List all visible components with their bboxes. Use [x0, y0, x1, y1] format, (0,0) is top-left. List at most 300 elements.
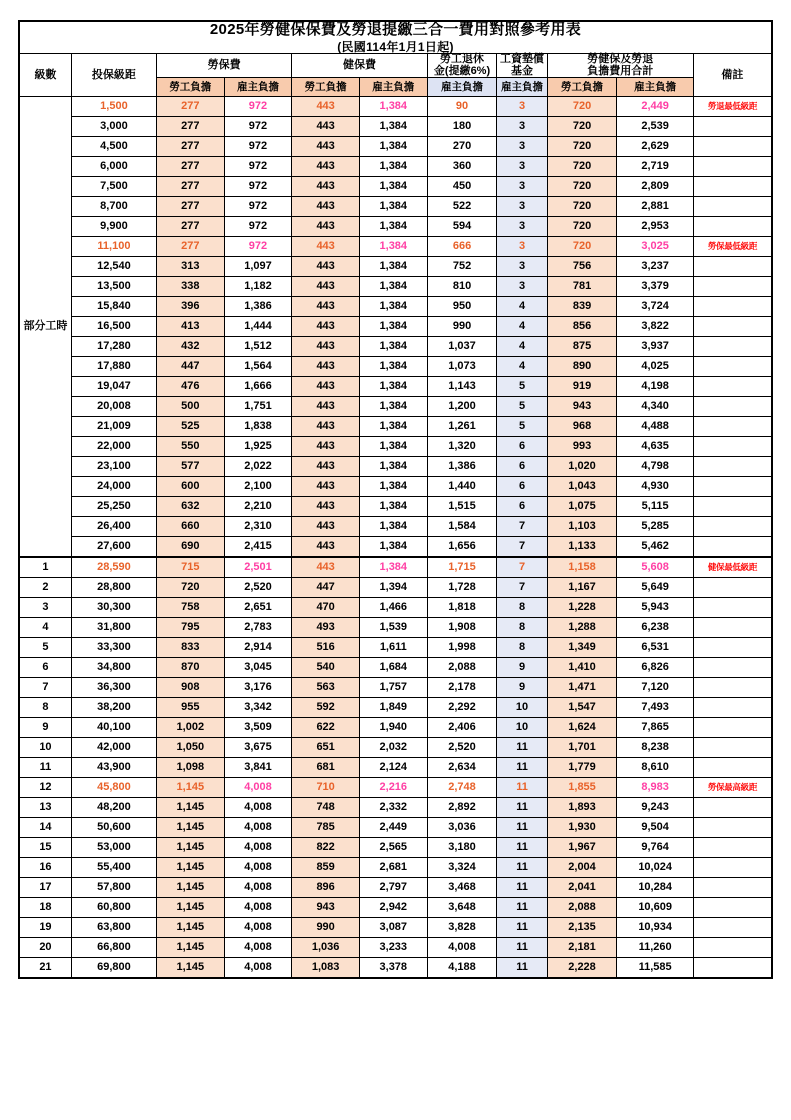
cell-wage-arrears: 3	[497, 137, 547, 157]
table-row	[19, 477, 772, 497]
cell-li-employer: 2,022	[224, 457, 292, 477]
cell-li-employee: 1,145	[156, 878, 224, 898]
cell-wage-arrears: 11	[497, 818, 547, 838]
cell-total-employer: 2,881	[617, 197, 693, 217]
table-row	[19, 938, 772, 958]
cell-pension: 1,320	[427, 437, 497, 457]
cell-grade: 17	[19, 878, 71, 898]
cell-total-employer: 4,488	[617, 417, 693, 437]
table-row	[19, 537, 772, 558]
cell-li-employee: 690	[156, 537, 224, 558]
cell-remark	[693, 297, 772, 317]
cell-pension: 4,008	[427, 938, 497, 958]
cell-bracket: 9,900	[71, 217, 156, 237]
cell-remark	[693, 878, 772, 898]
cell-wage-arrears: 11	[497, 758, 547, 778]
table-row	[19, 217, 772, 237]
cell-hi-employee: 443	[292, 277, 360, 297]
cell-hi-employer: 1,940	[359, 718, 427, 738]
cell-li-employee: 313	[156, 257, 224, 277]
cell-total-employee: 720	[547, 197, 617, 217]
cell-wage-arrears: 6	[497, 437, 547, 457]
cell-total-employee: 1,043	[547, 477, 617, 497]
cell-li-employee: 550	[156, 437, 224, 457]
cell-pension: 180	[427, 117, 497, 137]
cell-wage-arrears: 11	[497, 798, 547, 818]
cell-li-employer: 972	[224, 97, 292, 117]
table-row	[19, 598, 772, 618]
cell-hi-employee: 443	[292, 397, 360, 417]
cell-hi-employee: 443	[292, 497, 360, 517]
cell-hi-employer: 2,032	[359, 738, 427, 758]
cell-hi-employer: 1,384	[359, 557, 427, 578]
cell-pension: 522	[427, 197, 497, 217]
cell-remark	[693, 477, 772, 497]
cell-total-employer: 2,719	[617, 157, 693, 177]
header-hi-employer: 雇主負擔	[359, 78, 427, 97]
cell-hi-employer: 1,384	[359, 97, 427, 117]
cell-pension: 1,818	[427, 598, 497, 618]
table-row	[19, 97, 772, 117]
cell-wage-arrears: 3	[497, 277, 547, 297]
cell-grade: 11	[19, 758, 71, 778]
cell-bracket: 60,800	[71, 898, 156, 918]
document-title	[19, 21, 772, 54]
cell-total-employer: 4,635	[617, 437, 693, 457]
cell-li-employer: 1,564	[224, 357, 292, 377]
cell-remark	[693, 357, 772, 377]
table-row	[19, 377, 772, 397]
cell-pension: 1,998	[427, 638, 497, 658]
table-row	[19, 277, 772, 297]
cell-li-employer: 4,008	[224, 958, 292, 979]
cell-bracket: 40,100	[71, 718, 156, 738]
cell-wage-arrears: 10	[497, 718, 547, 738]
cell-total-employer: 2,809	[617, 177, 693, 197]
cell-hi-employee: 943	[292, 898, 360, 918]
remark-note: 勞保最高級距	[707, 782, 758, 793]
cell-wage-arrears: 7	[497, 537, 547, 558]
cell-wage-arrears: 3	[497, 217, 547, 237]
cell-wage-arrears: 4	[497, 357, 547, 377]
cell-grade: 1	[19, 557, 71, 578]
cell-total-employee: 756	[547, 257, 617, 277]
cell-remark	[693, 517, 772, 537]
cell-grade: 8	[19, 698, 71, 718]
cell-li-employee: 277	[156, 157, 224, 177]
table-row	[19, 357, 772, 377]
cell-li-employer: 2,651	[224, 598, 292, 618]
cell-pension: 990	[427, 317, 497, 337]
table-row	[19, 237, 772, 257]
cell-li-employee: 1,145	[156, 858, 224, 878]
cell-li-employer: 972	[224, 177, 292, 197]
title-line-2: (民國114年1月1日起)	[337, 39, 454, 54]
cell-li-employee: 758	[156, 598, 224, 618]
cell-bracket: 23,100	[71, 457, 156, 477]
table-row	[19, 638, 772, 658]
cell-grade: 18	[19, 898, 71, 918]
cell-li-employee: 277	[156, 117, 224, 137]
cell-remark	[693, 557, 772, 578]
cell-hi-employer: 1,384	[359, 337, 427, 357]
cell-li-employee: 396	[156, 297, 224, 317]
cell-grade: 4	[19, 618, 71, 638]
cell-remark	[693, 618, 772, 638]
cell-total-employee: 856	[547, 317, 617, 337]
cell-hi-employer: 1,384	[359, 497, 427, 517]
cell-hi-employee: 443	[292, 377, 360, 397]
cell-grade: 15	[19, 838, 71, 858]
cell-hi-employee: 447	[292, 578, 360, 598]
header-li-employee: 勞工負擔	[156, 78, 224, 97]
cell-total-employer: 5,462	[617, 537, 693, 558]
cell-pension: 3,648	[427, 898, 497, 918]
cell-total-employee: 2,135	[547, 918, 617, 938]
cell-remark	[693, 157, 772, 177]
cell-bracket: 4,500	[71, 137, 156, 157]
cell-pension: 1,515	[427, 497, 497, 517]
cell-bracket: 69,800	[71, 958, 156, 979]
cell-hi-employer: 1,384	[359, 257, 427, 277]
cell-wage-arrears: 4	[497, 297, 547, 317]
cell-remark	[693, 578, 772, 598]
cell-pension: 1,584	[427, 517, 497, 537]
cell-hi-employee: 443	[292, 457, 360, 477]
table-row	[19, 798, 772, 818]
header-labor-pension-line2: 金(提繳6%)	[433, 64, 491, 77]
cell-total-employer: 2,953	[617, 217, 693, 237]
cell-pension: 1,656	[427, 537, 497, 558]
cell-wage-arrears: 8	[497, 638, 547, 658]
cell-li-employee: 277	[156, 237, 224, 257]
cell-total-employer: 5,285	[617, 517, 693, 537]
cell-remark	[693, 818, 772, 838]
cell-li-employee: 1,002	[156, 718, 224, 738]
cell-bracket: 48,200	[71, 798, 156, 818]
cell-bracket: 45,800	[71, 778, 156, 798]
cell-li-employer: 1,751	[224, 397, 292, 417]
cell-hi-employer: 1,384	[359, 197, 427, 217]
cell-hi-employee: 443	[292, 537, 360, 558]
cell-grade: 13	[19, 798, 71, 818]
cell-li-employee: 1,145	[156, 838, 224, 858]
cell-pension: 360	[427, 157, 497, 177]
cell-bracket: 24,000	[71, 477, 156, 497]
cell-remark	[693, 317, 772, 337]
cell-total-employee: 1,930	[547, 818, 617, 838]
cell-li-employee: 1,098	[156, 758, 224, 778]
cell-hi-employee: 563	[292, 678, 360, 698]
cell-li-employer: 4,008	[224, 858, 292, 878]
cell-pension: 2,178	[427, 678, 497, 698]
cell-bracket: 57,800	[71, 878, 156, 898]
cell-total-employee: 2,004	[547, 858, 617, 878]
cell-pension: 1,261	[427, 417, 497, 437]
cell-li-employee: 277	[156, 97, 224, 117]
cell-remark	[693, 497, 772, 517]
cell-hi-employer: 1,384	[359, 277, 427, 297]
cell-remark	[693, 377, 772, 397]
cell-total-employee: 720	[547, 117, 617, 137]
cell-li-employer: 972	[224, 217, 292, 237]
cell-remark	[693, 277, 772, 297]
cell-pension: 2,748	[427, 778, 497, 798]
cell-total-employee: 781	[547, 277, 617, 297]
cell-remark	[693, 397, 772, 417]
cell-li-employer: 972	[224, 237, 292, 257]
cell-bracket: 33,300	[71, 638, 156, 658]
cell-li-employer: 972	[224, 157, 292, 177]
cell-li-employer: 2,310	[224, 517, 292, 537]
cell-pension: 3,828	[427, 918, 497, 938]
cell-li-employee: 1,050	[156, 738, 224, 758]
cell-bracket: 12,540	[71, 257, 156, 277]
cell-pension: 1,143	[427, 377, 497, 397]
header-wage-arrears-line1: 工資墊償	[500, 53, 545, 66]
cell-bracket: 20,008	[71, 397, 156, 417]
cell-total-employer: 10,024	[617, 858, 693, 878]
cell-bracket: 6,000	[71, 157, 156, 177]
cell-li-employer: 972	[224, 197, 292, 217]
cell-total-employer: 9,243	[617, 798, 693, 818]
cell-li-employee: 277	[156, 177, 224, 197]
cell-pension: 2,520	[427, 738, 497, 758]
table-row	[19, 878, 772, 898]
cell-total-employee: 720	[547, 97, 617, 117]
header-wage-arrears-line2: 基金	[511, 64, 534, 77]
cell-total-employee: 1,471	[547, 678, 617, 698]
cell-hi-employer: 1,384	[359, 217, 427, 237]
cell-hi-employee: 443	[292, 557, 360, 578]
cell-remark	[693, 758, 772, 778]
cell-wage-arrears: 5	[497, 397, 547, 417]
header-labor-pension	[427, 54, 497, 78]
cell-total-employee: 1,349	[547, 638, 617, 658]
table-row	[19, 578, 772, 598]
cell-total-employer: 8,610	[617, 758, 693, 778]
cell-pension: 810	[427, 277, 497, 297]
cell-hi-employer: 1,849	[359, 698, 427, 718]
cell-wage-arrears: 11	[497, 838, 547, 858]
cell-wage-arrears: 4	[497, 317, 547, 337]
cell-li-employer: 1,386	[224, 297, 292, 317]
cell-li-employee: 632	[156, 497, 224, 517]
cell-hi-employer: 2,797	[359, 878, 427, 898]
table-row	[19, 698, 772, 718]
cell-li-employee: 525	[156, 417, 224, 437]
cell-li-employer: 3,176	[224, 678, 292, 698]
cell-remark	[693, 197, 772, 217]
cell-total-employee: 1,893	[547, 798, 617, 818]
cell-hi-employer: 3,378	[359, 958, 427, 979]
cell-li-employee: 720	[156, 578, 224, 598]
table-row	[19, 778, 772, 798]
cell-grade: 7	[19, 678, 71, 698]
cell-li-employee: 870	[156, 658, 224, 678]
header-total-employer: 雇主負擔	[617, 78, 693, 97]
cell-remark	[693, 137, 772, 157]
cell-li-employee: 476	[156, 377, 224, 397]
cell-total-employee: 1,228	[547, 598, 617, 618]
cell-li-employer: 2,520	[224, 578, 292, 598]
cell-total-employee: 2,041	[547, 878, 617, 898]
table-row	[19, 958, 772, 979]
cell-wage-arrears: 6	[497, 497, 547, 517]
cell-li-employee: 277	[156, 217, 224, 237]
cell-bracket: 66,800	[71, 938, 156, 958]
cell-li-employee: 1,145	[156, 918, 224, 938]
cell-hi-employee: 443	[292, 437, 360, 457]
table-row	[19, 858, 772, 878]
cell-pension: 2,634	[427, 758, 497, 778]
header-health-insurance: 健保費	[292, 54, 427, 78]
cell-wage-arrears: 5	[497, 377, 547, 397]
cell-total-employer: 11,585	[617, 958, 693, 979]
header-total-employee: 勞工負擔	[547, 78, 617, 97]
table-row	[19, 137, 772, 157]
cell-pension: 752	[427, 257, 497, 277]
header-combined	[547, 54, 693, 78]
cell-pension: 450	[427, 177, 497, 197]
cell-total-employer: 2,629	[617, 137, 693, 157]
cell-total-employer: 11,260	[617, 938, 693, 958]
cell-li-employee: 795	[156, 618, 224, 638]
cell-wage-arrears: 11	[497, 878, 547, 898]
cell-total-employee: 1,967	[547, 838, 617, 858]
title-row	[19, 21, 772, 54]
cell-total-employee: 720	[547, 217, 617, 237]
cell-grade: 14	[19, 818, 71, 838]
cell-hi-employer: 1,384	[359, 117, 427, 137]
cell-bracket: 27,600	[71, 537, 156, 558]
cell-remark	[693, 598, 772, 618]
cell-hi-employer: 3,087	[359, 918, 427, 938]
cell-remark	[693, 237, 772, 257]
cell-total-employer: 3,724	[617, 297, 693, 317]
cell-hi-employer: 1,684	[359, 658, 427, 678]
cell-grade: 6	[19, 658, 71, 678]
cell-bracket: 36,300	[71, 678, 156, 698]
table-row	[19, 177, 772, 197]
cell-total-employer: 5,649	[617, 578, 693, 598]
cell-grade: 2	[19, 578, 71, 598]
cell-hi-employer: 2,681	[359, 858, 427, 878]
cell-bracket: 25,250	[71, 497, 156, 517]
cell-hi-employer: 1,384	[359, 457, 427, 477]
cell-total-employee: 1,103	[547, 517, 617, 537]
cell-total-employee: 1,075	[547, 497, 617, 517]
cell-bracket: 28,590	[71, 557, 156, 578]
cell-li-employer: 2,914	[224, 638, 292, 658]
cell-bracket: 3,000	[71, 117, 156, 137]
cell-total-employer: 10,934	[617, 918, 693, 938]
cell-hi-employer: 2,124	[359, 758, 427, 778]
cell-li-employer: 1,925	[224, 437, 292, 457]
cell-total-employer: 10,609	[617, 898, 693, 918]
cell-grade: 9	[19, 718, 71, 738]
cell-total-employer: 5,115	[617, 497, 693, 517]
cell-hi-employee: 785	[292, 818, 360, 838]
cell-bracket: 17,280	[71, 337, 156, 357]
cell-total-employee: 890	[547, 357, 617, 377]
header-bracket: 投保級距	[71, 54, 156, 97]
cell-li-employer: 4,008	[224, 918, 292, 938]
cell-bracket: 28,800	[71, 578, 156, 598]
cell-li-employee: 1,145	[156, 778, 224, 798]
cell-total-employee: 1,779	[547, 758, 617, 778]
cell-total-employer: 3,025	[617, 237, 693, 257]
cell-bracket: 63,800	[71, 918, 156, 938]
header-row-group	[19, 54, 772, 78]
cell-hi-employee: 540	[292, 658, 360, 678]
cell-pension: 3,468	[427, 878, 497, 898]
table-row	[19, 457, 772, 477]
cell-li-employee: 1,145	[156, 938, 224, 958]
cell-remark	[693, 838, 772, 858]
cell-pension: 1,200	[427, 397, 497, 417]
cell-wage-arrears: 11	[497, 778, 547, 798]
cell-pension: 950	[427, 297, 497, 317]
cell-pension: 1,908	[427, 618, 497, 638]
cell-pension: 3,036	[427, 818, 497, 838]
cell-remark	[693, 898, 772, 918]
cell-li-employer: 4,008	[224, 878, 292, 898]
cell-hi-employee: 443	[292, 357, 360, 377]
cell-pension: 3,324	[427, 858, 497, 878]
cell-li-employer: 2,100	[224, 477, 292, 497]
header-wage-arrears	[497, 54, 547, 78]
cell-hi-employee: 493	[292, 618, 360, 638]
cell-total-employer: 4,025	[617, 357, 693, 377]
cell-bracket: 38,200	[71, 698, 156, 718]
cell-li-employer: 3,045	[224, 658, 292, 678]
cell-li-employer: 3,509	[224, 718, 292, 738]
table-row	[19, 497, 772, 517]
cell-li-employee: 1,145	[156, 898, 224, 918]
cell-hi-employee: 710	[292, 778, 360, 798]
header-li-employer: 雇主負擔	[224, 78, 292, 97]
cell-wage-arrears: 6	[497, 457, 547, 477]
cell-total-employer: 4,930	[617, 477, 693, 497]
cell-li-employee: 1,145	[156, 958, 224, 979]
cell-remark	[693, 337, 772, 357]
table-row	[19, 257, 772, 277]
cell-wage-arrears: 11	[497, 918, 547, 938]
cell-hi-employer: 1,394	[359, 578, 427, 598]
cell-hi-employer: 1,384	[359, 317, 427, 337]
cell-remark	[693, 638, 772, 658]
cell-wage-arrears: 3	[497, 177, 547, 197]
cell-bracket: 21,009	[71, 417, 156, 437]
cell-total-employee: 919	[547, 377, 617, 397]
cell-total-employer: 2,539	[617, 117, 693, 137]
cell-hi-employee: 443	[292, 237, 360, 257]
cell-li-employee: 908	[156, 678, 224, 698]
cell-hi-employee: 859	[292, 858, 360, 878]
cell-remark	[693, 417, 772, 437]
cell-total-employee: 720	[547, 137, 617, 157]
cell-total-employee: 968	[547, 417, 617, 437]
cell-pension: 2,292	[427, 698, 497, 718]
cell-hi-employer: 3,233	[359, 938, 427, 958]
cell-bracket: 55,400	[71, 858, 156, 878]
cell-grade: 19	[19, 918, 71, 938]
cell-hi-employee: 443	[292, 297, 360, 317]
cell-bracket: 43,900	[71, 758, 156, 778]
remark-note: 勞保最低級距	[707, 241, 758, 252]
cell-total-employer: 3,237	[617, 257, 693, 277]
